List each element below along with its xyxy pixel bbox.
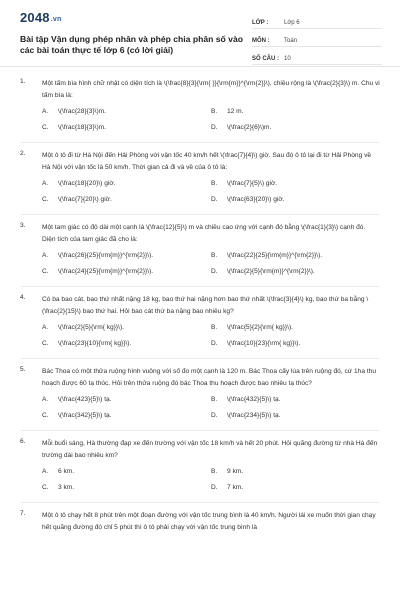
question-text: Một tam giác có độ dài một cạnh là \(\frac{12}{5}\) m và chiều cao ứng với cạnh đó bằng \(\frac{1}{3}\) cạnh đó. Diện tích của tam giác đã cho là: [42, 224, 366, 243]
question-divider [20, 142, 380, 143]
question-2: 2. Một ô tô đi từ Hà Nội đến Hải Phòng với vận tốc 40 km/h hết \(\frac{7}{4}\) giờ. Sau đó ô tô lại đi từ Hải Phòng về Hà Nội với vận tốc là 50 km/h. Thời gian cả đi và về của ô tô là: A. \(\frac{18}{20}\) giờ. B. \(\frac{7}{5}\) giờ. C. \(\frac{7}{20}\) giờ. D. \(\frac{63}{20}\) giờ. [0, 150, 400, 206]
option-a[interactable]: A. 6 km. [42, 468, 75, 475]
worksheet-info [252, 12, 382, 66]
option-b[interactable]: B. \(\frac{5}{2}{\rm{ kg}}\). [211, 324, 293, 331]
question-text: Mỗi buổi sáng, Hà thường đạp xe đến trường với vận tốc 18 km/h và hết 20 phút. Hỏi quãng đường từ nhà Hà đến trường dài bao nhiêu km? [42, 440, 378, 459]
question-divider [20, 430, 380, 431]
question-text: Một tấm bìa hình chữ nhật có diện tích là \(\frac{8}{3}{\rm{ }}{\rm{m}}^{\rm{2}}\), chiều rộng là \(\frac{2}{3}\) m. Chu vi tấm bìa là: [42, 80, 380, 99]
option-a[interactable]: A. \(\frac{18}{20}\) giờ. [42, 180, 116, 187]
option-c[interactable]: C. \(\frac{342}{5}\) tạ. [42, 412, 112, 419]
option-a[interactable]: A. \(\frac{26}{25}{\rm{m}}^{\rm{2}}\). [42, 252, 154, 259]
option-d[interactable]: D. \(\frac{2}{5}{\rm{m}}^{\rm{2}}\). [211, 268, 315, 275]
question-divider [20, 214, 380, 215]
question-5: 5. Bác Thoa có một thửa ruộng hình vuông với số đo một cạnh là 120 m. Bác Thoa cấy lúa trên ruộng đó, cứ 1ha thu hoạch được 60 tạ thóc. Hỏi trên thửa ruộng đó bác Thoa thu hoạch được bao nhiêu tạ thóc? A. \(\frac{423}{5}\) tạ. B. \(\frac{432}{5}\) tạ. C. \(\frac{342}{5}\) tạ. D. \(\frac{234}{5}\) tạ. [0, 366, 400, 422]
question-divider [20, 358, 380, 359]
option-d[interactable]: D. \(\frac{234}{5}\) tạ. [211, 412, 281, 419]
question-7: 7. Một ô tô chạy hết 8 phút trên một đoạn đường với vận tốc trung bình là 40 km/h. Người lái xe muốn thời gian chạy hết quãng đường đó chỉ 5 phút thì ô tô phải chạy với vận tốc trung bình là [0, 510, 400, 534]
info-row-grade: LỚP : Lớp 6 [252, 12, 382, 29]
info-row-count: SỐ CÂU : 10 [252, 48, 382, 65]
option-a[interactable]: A. \(\frac{423}{5}\) tạ. [42, 396, 112, 403]
answer-options [42, 394, 380, 422]
question-text: Một ô tô chạy hết 8 phút trên một đoạn đường với vận tốc trung bình là 40 km/h. Người lái xe muốn thời gian chạy hết quãng đường đó chỉ 5 phút thì ô tô phải chạy với vận tốc trung bình là [42, 512, 376, 531]
answer-options [42, 250, 380, 278]
question-text: Một ô tô đi từ Hà Nội đến Hải Phòng với vận tốc 40 km/h hết \(\frac{7}{4}\) giờ. Sau đó ô tô lại đi từ Hải Phòng về Hà Nội với vận tốc là 50 km/h. Thời gian cả đi và về của ô tô là: [42, 152, 372, 171]
answer-options [42, 322, 380, 350]
question-divider [20, 502, 380, 503]
option-d[interactable]: D. 7 km. [211, 484, 244, 491]
option-d[interactable]: D. \(\frac{10}{23}{\rm{ kg}}\). [211, 340, 301, 347]
option-b[interactable]: B. 9 km. [211, 468, 244, 475]
option-a[interactable]: A. \(\frac{2}{5}{\rm{ kg}}\). [42, 324, 124, 331]
option-b[interactable]: B. \(\frac{22}{25}{\rm{m}}^{\rm{2}}\). [211, 252, 323, 259]
question-6: 6. Mỗi buổi sáng, Hà thường đạp xe đến trường với vận tốc 18 km/h và hết 20 phút. Hỏi quãng đường từ nhà Hà đến trường dài bao nhiêu km? A. 6 km. B. 9 km. C. 3 km. D. 7 km. [0, 438, 400, 494]
option-b[interactable]: B. \(\frac{432}{5}\) tạ. [211, 396, 281, 403]
question-4: 4. Có ba bao cát, bao thứ nhất nặng 18 kg, bao thứ hai nặng hơn bao thứ nhất \(\frac{3}{4}\) kg, bao thứ ba bằng \(\frac{2}{15}\) bao thứ hai. Hỏi bao cát thứ ba nặng bao nhiêu kg? A. \(\frac{2}{5}{\rm{ kg}}\). B. \(\frac{5}{2}{\rm{ kg}}\). C. \(\frac{23}{10}{\rm{ kg}}\). D. \(\frac{10}{23}{\rm{ kg}}\). [0, 294, 400, 350]
option-c[interactable]: C. \(\frac{7}{20}\) giờ. [42, 196, 112, 203]
option-c[interactable]: C. 3 km. [42, 484, 75, 491]
answer-options [42, 106, 380, 134]
option-d[interactable]: D. \(\frac{63}{20}\) giờ. [211, 196, 285, 203]
question-3: 3. Một tam giác có độ dài một cạnh là \(\frac{12}{5}\) m và chiều cao ứng với cạnh đó bằng \(\frac{1}{3}\) cạnh đó. Diện tích của tam giác đã cho là: A. \(\frac{26}{25}{\rm{m}}^{\rm{2}}\). B. \(\frac{22}{25}{\rm{m}}^{\rm{2}}\). C. \(\frac{24}{25}{\rm{m}}^{\rm{2}}\). D. \(\frac{2}{5}{\rm{m}}^{\rm{2}}\). [0, 222, 400, 278]
option-b[interactable]: B. \(\frac{7}{5}\) giờ. [211, 180, 278, 187]
answer-options [42, 466, 380, 494]
option-d[interactable]: D. \(\frac{2}{6}\)m. [211, 124, 272, 131]
question-list [0, 78, 400, 550]
option-c[interactable]: C. \(\frac{18}{3}\)m. [42, 124, 107, 131]
site-logo[interactable]: 2048.vn [20, 10, 62, 25]
option-c[interactable]: C. \(\frac{23}{10}{\rm{ kg}}\). [42, 340, 132, 347]
option-c[interactable]: C. \(\frac{24}{25}{\rm{m}}^{\rm{2}}\). [42, 268, 154, 275]
worksheet-title: Bài tập Vận dụng phép nhân và phép chia phân số vào các bài toán thực tế lớp 6 (có lời giải) [20, 34, 243, 55]
question-divider [20, 286, 380, 287]
question-text: Bác Thoa có một thửa ruộng hình vuông với số đo một cạnh là 120 m. Bác Thoa cấy lúa trên ruộng đó, cứ 1ha thu hoạch được 60 tạ thóc. Hỏi trên thửa ruộng đó bác Thoa thu hoạch được bao nhiêu tạ thóc? [42, 368, 377, 387]
info-row-subject: MÔN : Toán [252, 30, 382, 47]
option-b[interactable]: B. 12 m. [211, 108, 244, 115]
question-1: 1. Một tấm bìa hình chữ nhật có diện tích là \(\frac{8}{3}{\rm{ }}{\rm{m}}^{\rm{2}}\), chiều rộng là \(\frac{2}{3}\) m. Chu vi tấm bìa là: A. \(\frac{28}{3}\)m. B. 12 m. C. \(\frac{18}{3}\)m. D. \(\frac{2}{6}\)m. [0, 78, 400, 134]
answer-options [42, 178, 380, 206]
option-a[interactable]: A. \(\frac{28}{3}\)m. [42, 108, 107, 115]
worksheet-header [0, 0, 400, 67]
question-text: Có ba bao cát, bao thứ nhất nặng 18 kg, bao thứ hai nặng hơn bao thứ nhất \(\frac{3}{4}\) kg, bao thứ ba bằng \(\frac{2}{15}\) bao thứ hai. Hỏi bao cát thứ ba nặng bao nhiêu kg? [42, 296, 369, 315]
